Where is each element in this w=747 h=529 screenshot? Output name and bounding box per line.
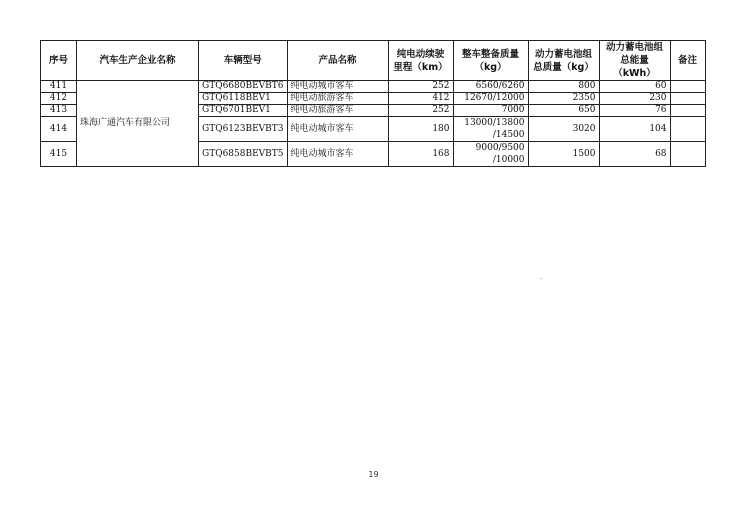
cell-product: 纯电动旅游客车 [287, 105, 388, 117]
cell-remark [670, 81, 705, 93]
header-product: 产品名称 [287, 41, 388, 81]
cell-range: 168 [388, 142, 453, 167]
cell-model: GTQ6123BEVBT3 [199, 117, 288, 142]
cell-product: 纯电动旅游客车 [287, 93, 388, 105]
header-mass: 整车整备质量 （kg） [453, 41, 528, 81]
cell-mass: 7000 [453, 105, 528, 117]
header-battery-mass: 动力蓄电池组 总质量（kg） [528, 41, 599, 81]
header-row [41, 41, 706, 81]
cell-mass [453, 142, 528, 167]
cell-battery-mass: 800 [528, 81, 599, 93]
cell-battery-mass: 3020 [528, 117, 599, 142]
header-remark: 备注 [670, 41, 705, 81]
cell-remark [670, 105, 705, 117]
cell-mass [453, 117, 528, 142]
cell-mass-line1: 13000/13800 [464, 118, 525, 128]
cell-model: GTQ6118BEV1 [199, 93, 288, 105]
cell-battery-mass: 650 [528, 105, 599, 117]
cell-range: 412 [388, 93, 453, 105]
cell-product: 纯电动城市客车 [287, 142, 388, 167]
cell-battery-energy: 76 [599, 105, 670, 117]
cell-model: GTQ6701BEV1 [199, 105, 288, 117]
cell-product: 纯电动城市客车 [287, 117, 388, 142]
cell-mass-line1: 9000/9500 [475, 143, 525, 153]
cell-range: 252 [388, 105, 453, 117]
cell-remark [670, 117, 705, 142]
table-row [41, 81, 706, 93]
cell-seq: 415 [41, 142, 77, 167]
cell-company: 珠海广通汽车有限公司 [77, 81, 199, 167]
cell-model: GTQ6680BEVBT6 [199, 81, 288, 93]
cell-remark [670, 93, 705, 105]
header-model: 车辆型号 [199, 41, 288, 81]
cell-battery-mass: 2350 [528, 93, 599, 105]
cell-battery-energy: 60 [599, 81, 670, 93]
cell-range: 180 [388, 117, 453, 142]
header-company: 汽车生产企业名称 [77, 41, 199, 81]
cell-seq: 413 [41, 105, 77, 117]
cell-product: 纯电动城市客车 [287, 81, 388, 93]
cell-seq: 412 [41, 93, 77, 105]
cell-range: 252 [388, 81, 453, 93]
cell-model: GTQ6858BEVBT5 [199, 142, 288, 167]
cell-battery-mass: 1500 [528, 142, 599, 167]
vehicle-catalog-table [40, 40, 706, 167]
cell-seq: 414 [41, 117, 77, 142]
cell-mass-line2: /10000 [492, 155, 525, 165]
header-battery-energy: 动力蓄电池组 总能量（kWh） [599, 41, 670, 81]
cell-battery-energy: 68 [599, 142, 670, 167]
header-seq: 序号 [41, 41, 77, 81]
cell-mass: 6560/6260 [453, 81, 528, 93]
cell-battery-energy: 230 [599, 93, 670, 105]
scan-speck [540, 278, 542, 279]
cell-battery-energy: 104 [599, 117, 670, 142]
header-range: 纯电动续驶 里程（km） [388, 41, 453, 81]
cell-mass-line2: /14500 [492, 130, 525, 140]
cell-mass: 12670/12000 [453, 93, 528, 105]
page-number: 19 [368, 470, 379, 479]
cell-seq: 411 [41, 81, 77, 93]
cell-remark [670, 142, 705, 167]
